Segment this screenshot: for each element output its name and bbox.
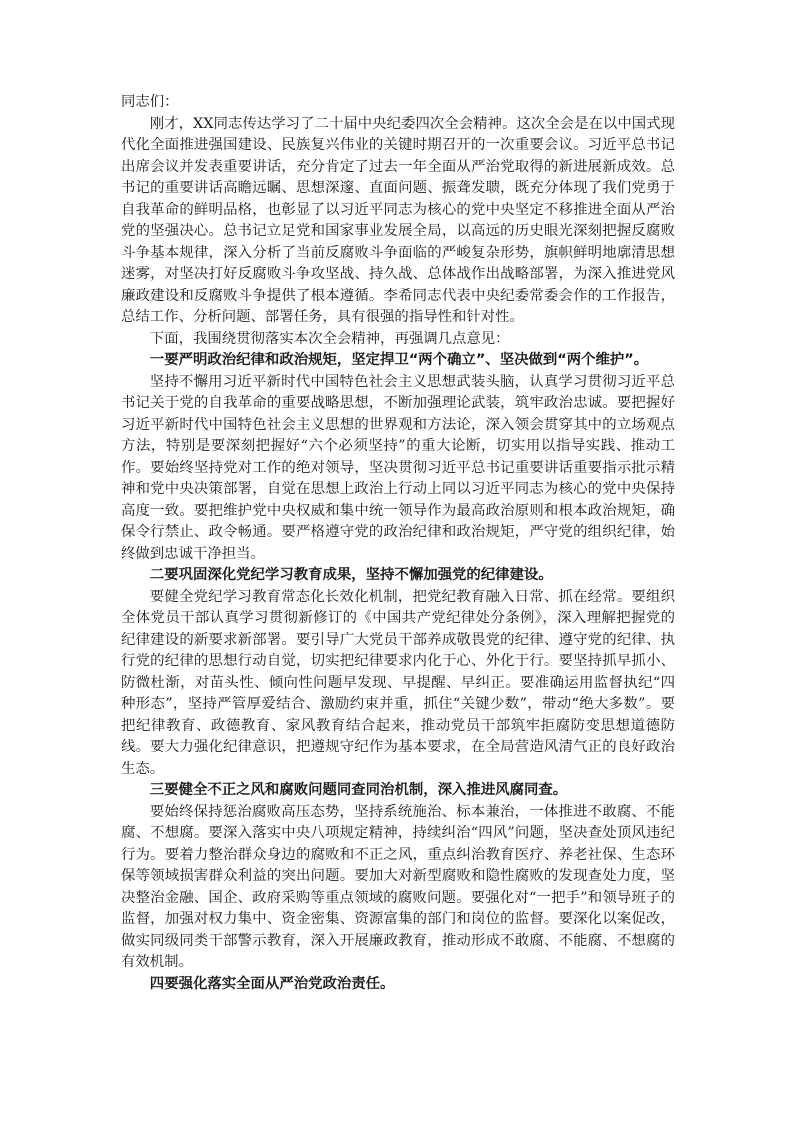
section-2-body: 要健全党纪学习教育常态化长效化机制，把党纪教育融入日常、抓在经常。要组织全体党员干部认真学习贯彻新修订的《中国共产党纪律处分条例》，深入理解把握党的纪律建设的新要求新部署。要引导广大党员干部养成敬畏党的纪律、遵守党的纪律、执行党的纪律的思想行动自觉，切实把纪律要求内化于心、外化于行。要坚持抓早抓小、防微杜渐，对苗头性、倾向性问题早发现、早提醒、早纠正。要准确运用监督执纪“四种形态”，坚持严管厚爱结合、激励约束并重，抓住“关键少数”，带动“绝大多数”。要把纪律教育、政德教育、家风教育结合起来，推动党员干部筑牢拒腐防变思想道德防线。要大力强化纪律意识，把遵规守纪作为基本要求，在全局营造风清气正的良好政治生态。: [121, 588, 675, 777]
transition-paragraph: 下面，我围绕贯彻落实本次全会精神，再强调几点意见：: [149, 330, 510, 347]
section-3-heading: 三要健全不正之风和腐败问题同查同治机制，深入推进风腐同查。: [149, 782, 568, 798]
section-4-heading: 四要强化落实全面从严治党政治责任。: [149, 975, 395, 992]
salutation: 同志们：: [121, 94, 179, 110]
section-2-heading: 二要巩固深化党纪学习教育成果，坚持不懈加强党的纪律建设。: [149, 567, 553, 583]
section-1-heading: 一要严明政治纪律和政治规矩，坚定捍卫“两个确立”、坚决做到“两个维护”。: [149, 352, 649, 368]
intro-paragraph: 刚才，XX同志传达学习了二十届中央纪委四次全会精神。这次全会是在以中国式现代化全面推进强国建设、民族复兴伟业的关键时期召开的一次重要会议。习近平总书记出席会议并发表重要讲话，充分肯定了过去一年全面从严治党取得的新进展新成效。总书记的重要讲话高瞻远瞩、思想深邃、直面问题、振聋发聩，既充分体现了我们党勇于自我革命的鲜明品格，也彰显了以习近平同志为核心的党中央坚定不移推进全面从严治党的坚强决心。总书记立足党和国家事业发展全局，以高远的历史眼光深刻把握反腐败斗争基本规律，深入分析了当前反腐败斗争面临的严峻复杂形势，旗帜鲜明地廓清思想迷雾，对坚决打好反腐败斗争攻坚战、持久战、总体战作出战略部署，为深入推进党风廉政建设和反腐败斗争提供了根本遵循。李希同志代表中央纪委常委会作的工作报告，总结工作、分析问题、部署任务，具有很强的指导性和针对性。: [121, 115, 675, 325]
document-page: [121, 92, 675, 995]
section-3-body: 要始终保持惩治腐败高压态势，坚持系统施治、标本兼治，一体推进不敢腐、不能腐、不想腐。要深入落实中央八项规定精神，持续纠治“四风”问题，坚决查处顶风违纪行为。要着力整治群众身边的腐败和不正之风，重点纠治教育医疗、养老社保、生态环保等领域损害群众利益的突出问题。要加大对新型腐败和隐性腐败的发现查处力度，坚决整治金融、国企、政府采购等重点领域的腐败问题。要强化对“一把手”和领导班子的监督，加强对权力集中、资金密集、资源富集的部门和岗位的监督。要深化以案促改，做实同级同类干部警示教育，深入开展廉政教育，推动形成不敢腐、不能腐、不想腐的有效机制。: [121, 803, 675, 970]
section-1-body: 坚持不懈用习近平新时代中国特色社会主义思想武装头脑，认真学习贯彻习近平总书记关于党的自我革命的重要战略思想，不断加强理论武装，筑牢政治忠诚。要把握好习近平新时代中国特色社会主义思想的世界观和方法论，深入领会贯穿其中的立场观点方法，特别是要深刻把握好“六个必须坚持”的重大论断，切实用以指导实践、推动工作。要始终坚持党对工作的绝对领导，坚决贯彻习近平总书记重要讲话重要指示批示精神和党中央决策部署，自觉在思想上政治上行动上同以习近平同志为核心的党中央保持高度一致。要把维护党中央权威和集中统一领导作为最高政治原则和根本政治规矩，确保令行禁止、政令畅通。要严格遵守党的政治纪律和政治规矩，严守党的组织纪律，始终做到忠诚干净担当。: [121, 373, 675, 562]
